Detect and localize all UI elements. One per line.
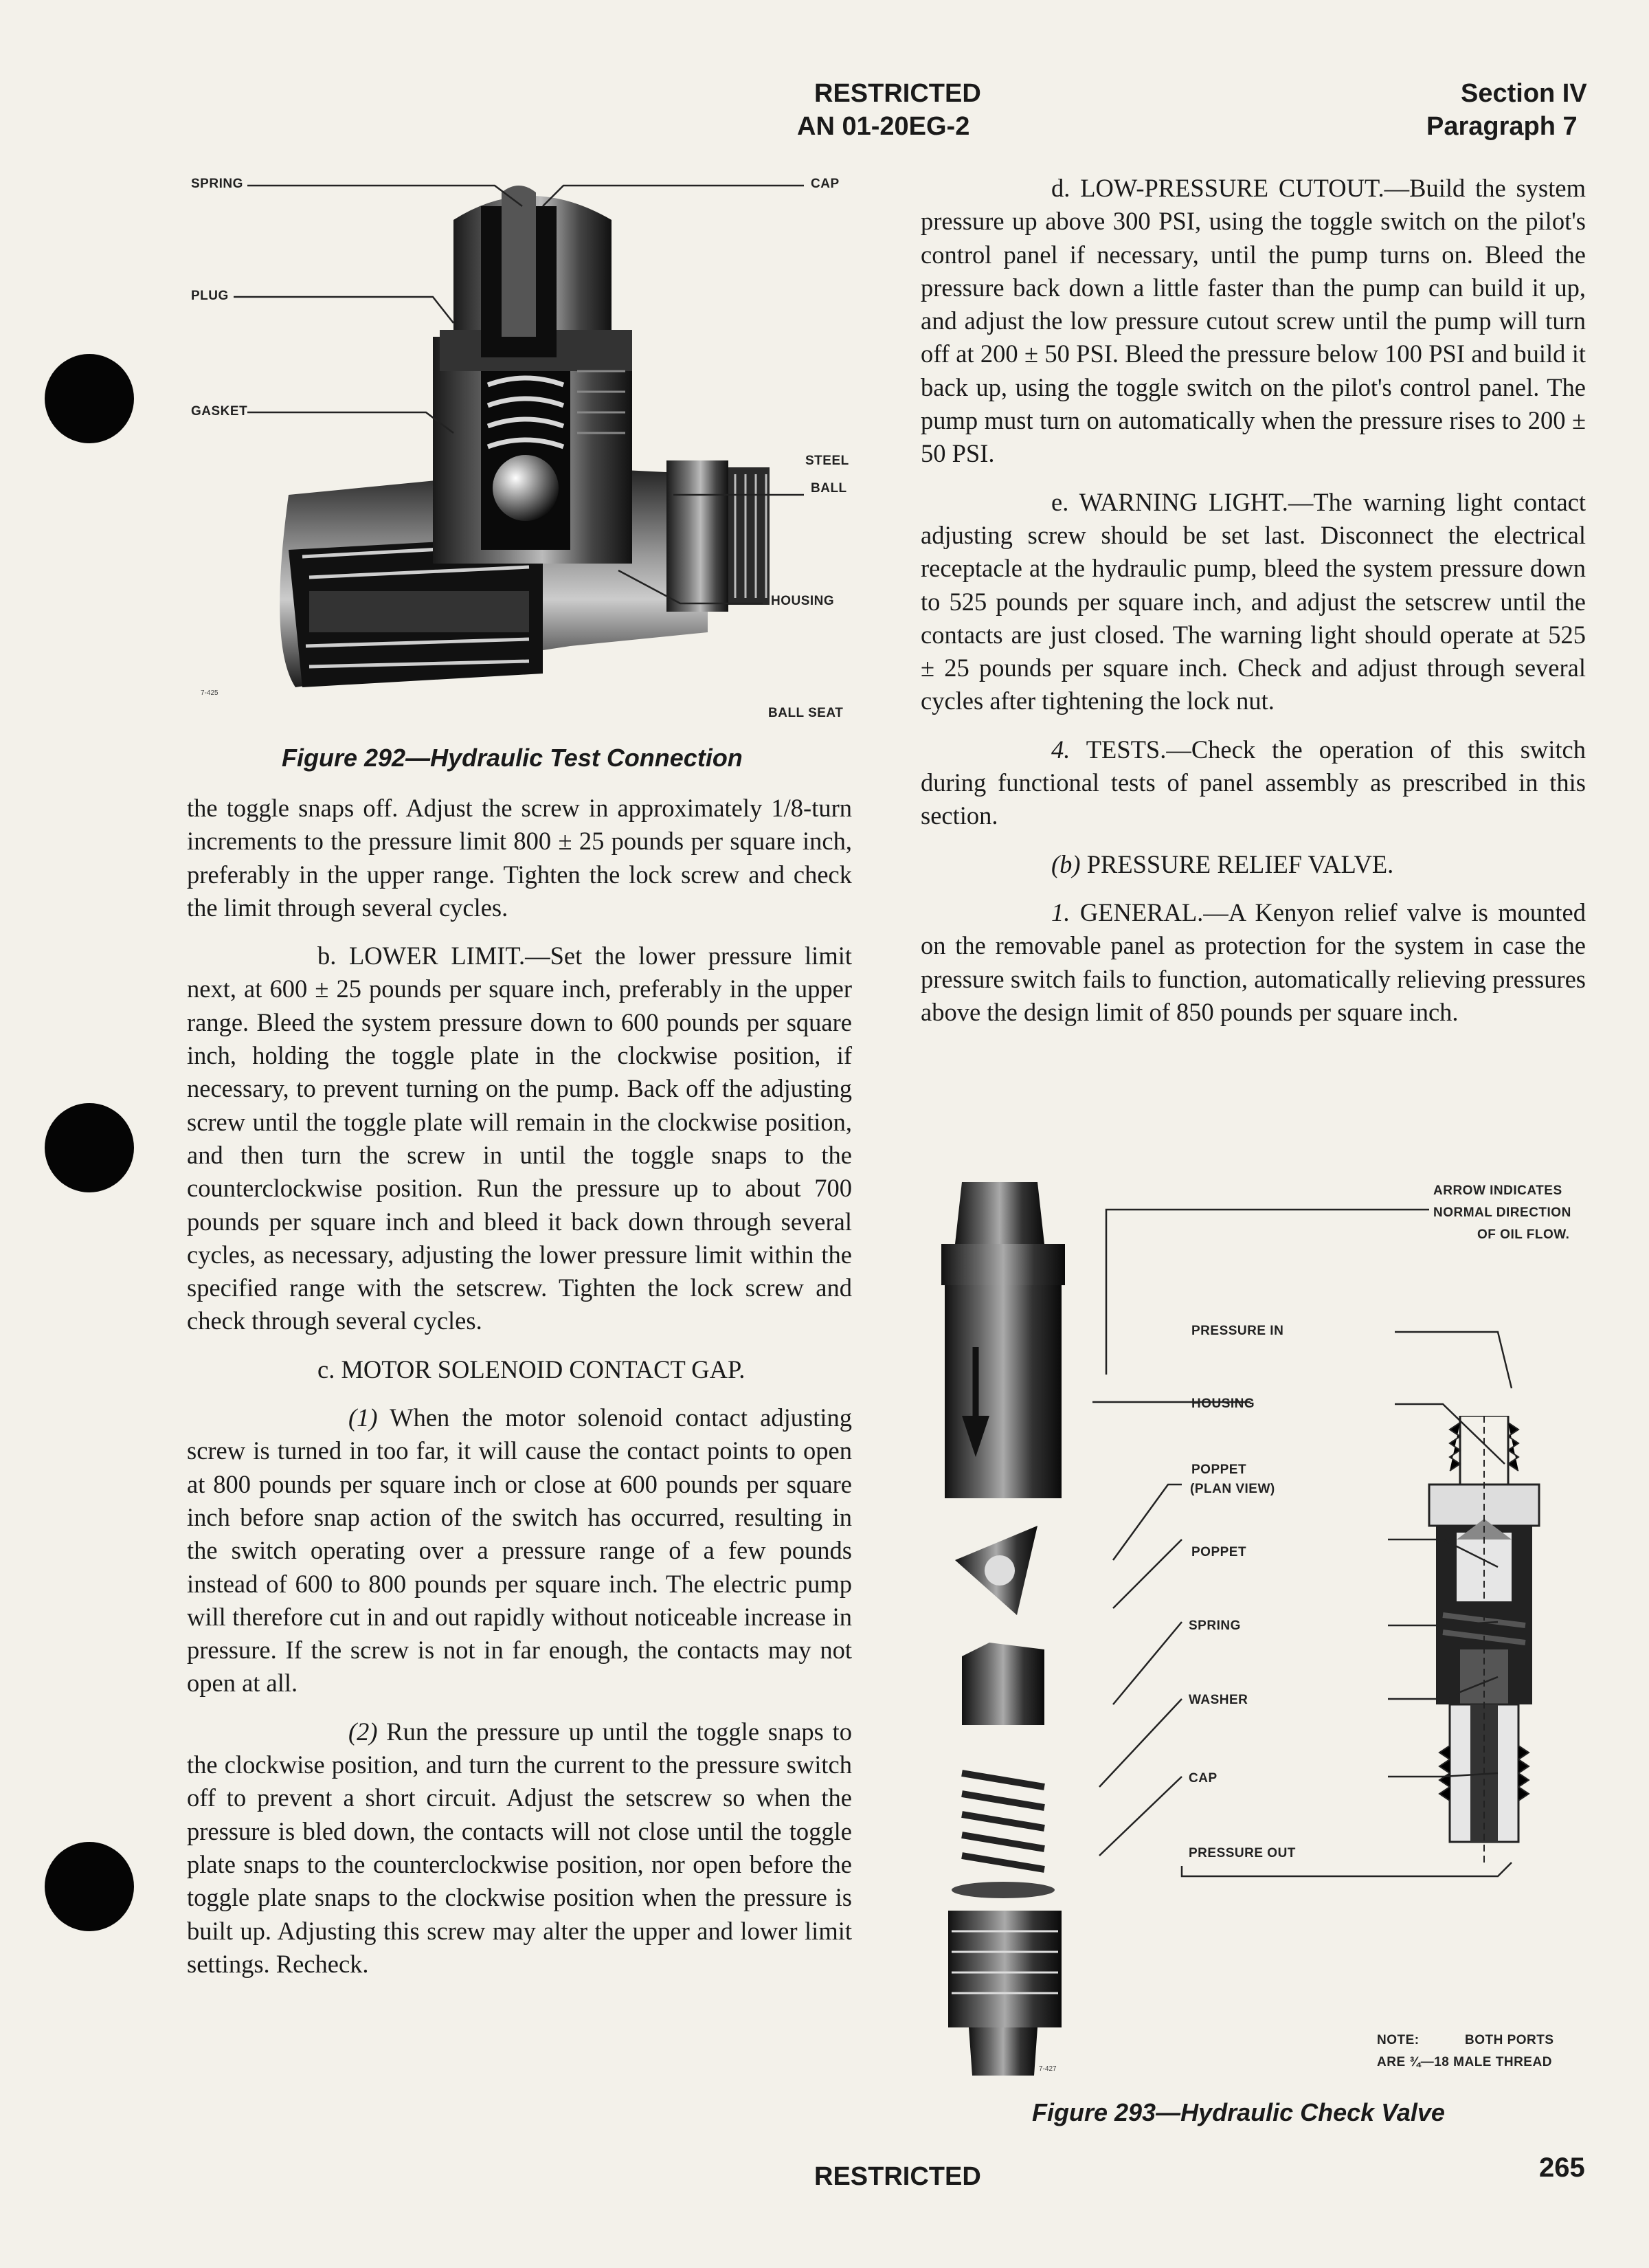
label-ball: BALL bbox=[811, 481, 847, 496]
right-paragraph-low-pressure-cutout: d. LOW-PRESSURE CUTOUT.—Build the system pressure up above 300 PSI, using the toggle switch on the pilot's control panel if necessary, until the pump turns on. Bleed the pressure back down a little faster than the pump can build it up, and adjust the low pressure cutout screw until the pump will turn off at 200 ± 50 PSI. Bleed the pressure below 100 PSI and build it back up, using the toggle switch on the pilot's control panel. The pump must turn on automatically when the pressure rises to 200 ± 50 PSI. bbox=[921, 174, 1586, 468]
punch-hole-bottom bbox=[45, 1842, 134, 1931]
left-paragraph-solenoid-2: (2) Run the pressure up until the toggle snaps to the clockwise position, and turn the current to the pressure switch off to prevent a short circuit. Adjust the setscrew so when the pressure is bled down, the contacts will not close until the toggle plate snaps to the counterclockwise position, nor open before the toggle plate snaps to the clockwise position when the pressure is built up. Adjusting this screw may alter the upper and lower limit settings. Recheck. bbox=[187, 1717, 852, 1978]
left-paragraph-1: the toggle snaps off. Adjust the screw in approximately 1/8-turn increments to the pressure limit 800 ± 25 pounds per square inch, preferably in the upper range. Tighten the lock screw and check the limit through several cycles. bbox=[187, 794, 852, 922]
label-gasket: GASKET bbox=[191, 404, 248, 419]
label-pressure-out: PRESSURE OUT bbox=[1189, 1846, 1296, 1860]
label-arrow-note-2: NORMAL DIRECTION bbox=[1433, 1205, 1571, 1220]
item-number: (2) bbox=[348, 1717, 378, 1746]
right-column bbox=[921, 172, 1586, 1029]
figure-293-leader-lines bbox=[1031, 1182, 1649, 1938]
label-housing: HOUSING bbox=[771, 594, 835, 608]
item-number: 1. bbox=[1051, 898, 1070, 926]
label-ball-seat: BALL SEAT bbox=[768, 706, 844, 720]
header-doc-number: AN 01-20EG-2 bbox=[797, 112, 970, 141]
label-poppet: POPPET bbox=[1191, 1545, 1247, 1559]
label-housing: HOUSING bbox=[1191, 1397, 1255, 1411]
right-paragraph-warning-light: e. WARNING LIGHT.—The warning light contact adjusting screw should be set last. Disconnect the electrical receptacle at the hydraulic pump, bleed the system pressure down to 525 pounds per square inch, and adjust the setscrew until the contacts are just closed. The warning light should operate at 525 ± 25 pounds per square inch. Check and adjust through several cycles after tightening the lock nut. bbox=[921, 487, 1586, 715]
header-classification: RESTRICTED bbox=[814, 79, 981, 108]
label-spring: SPRING bbox=[191, 177, 243, 191]
left-heading-motor-solenoid: c. MOTOR SOLENOID CONTACT GAP. bbox=[317, 1355, 745, 1383]
label-arrow-note-1: ARROW INDICATES bbox=[1433, 1183, 1562, 1198]
item-number: (1) bbox=[348, 1403, 378, 1432]
figure-292-leader-lines bbox=[0, 0, 824, 619]
label-spring: SPRING bbox=[1189, 1619, 1241, 1633]
right-paragraph-general: 1. GENERAL.—A Kenyon relief valve is mounted on the removable panel as protection for the system in case the pressure switch fails to function, automatically relieving pressures above the design limit of 850 pounds per square inch. bbox=[921, 898, 1586, 1026]
item-number: (b) bbox=[1051, 849, 1081, 878]
punch-hole-middle bbox=[45, 1103, 134, 1192]
header-section: Section IV bbox=[1461, 79, 1587, 108]
footer-classification: RESTRICTED bbox=[814, 2162, 981, 2191]
figure-293-caption: Figure 293—Hydraulic Check Valve bbox=[1032, 2098, 1445, 2126]
left-paragraph-solenoid-1: (1) When the motor solenoid contact adjusting screw is turned in too far, it will cause the contact points to open at 800 pounds per square inch or close at 600 pounds per square inch before snap action of the switch has occurred, resulting in the switch operating over a pressure range of a few pounds instead of 600 to 800 pounds per square inch. The electric pump will therefore cut in and out rapidly without noticeable increase in pressure. If the screw is not in far enough, the contacts may not open at all. bbox=[187, 1403, 852, 1698]
item-number: 4. bbox=[1051, 735, 1070, 764]
left-column bbox=[187, 792, 852, 1981]
figure-292-caption: Figure 292—Hydraulic Test Connection bbox=[282, 744, 743, 772]
note-both-ports: BOTH PORTS bbox=[1465, 2033, 1554, 2047]
page-number: 265 bbox=[1539, 2153, 1585, 2183]
label-arrow-note-3: OF OIL FLOW. bbox=[1477, 1227, 1570, 1242]
label-steel: STEEL bbox=[805, 454, 849, 468]
label-poppet-plan: POPPET bbox=[1191, 1463, 1247, 1477]
right-paragraph-tests: 4. TESTS.—Check the operation of this switch during functional tests of panel assembly as prescribed in this section. bbox=[921, 735, 1586, 830]
label-plug: PLUG bbox=[191, 289, 229, 303]
note-thread-spec: ARE ¾—18 MALE THREAD bbox=[1377, 2055, 1552, 2069]
label-cap: CAP bbox=[811, 177, 840, 191]
figure-292-plate-number: 7-425 bbox=[201, 689, 218, 697]
figure-293-plate-number: 7-427 bbox=[1039, 2065, 1057, 2073]
left-paragraph-lower-limit: b. LOWER LIMIT.—Set the lower pressure limit next, at 600 ± 25 pounds per square inch, preferably in the upper range. Bleed the system pressure down to 600 pounds per square inch, holding the toggle plate in the clockwise position, if necessary, to prevent turning on the pump. Back off the adjusting screw until the toggle plate will remain in the clockwise position, and then turn the screw in until the toggle snaps to the counterclockwise position. Run the pressure up to about 700 pounds per square inch and bleed it back down through several cycles, as necessary, adjusting the lower pressure limit within the specified range with the setscrew. Tighten the lock screw and check through several cycles. bbox=[187, 942, 852, 1335]
label-pressure-in: PRESSURE IN bbox=[1191, 1324, 1284, 1338]
label-cap: CAP bbox=[1189, 1771, 1218, 1786]
header-paragraph: Paragraph 7 bbox=[1426, 112, 1578, 141]
right-heading-pressure-relief-valve: (b) PRESSURE RELIEF VALVE. bbox=[1051, 849, 1394, 878]
note-label: NOTE: bbox=[1377, 2033, 1420, 2047]
label-plan-view: (PLAN VIEW) bbox=[1190, 1482, 1275, 1496]
label-washer: WASHER bbox=[1189, 1693, 1248, 1707]
